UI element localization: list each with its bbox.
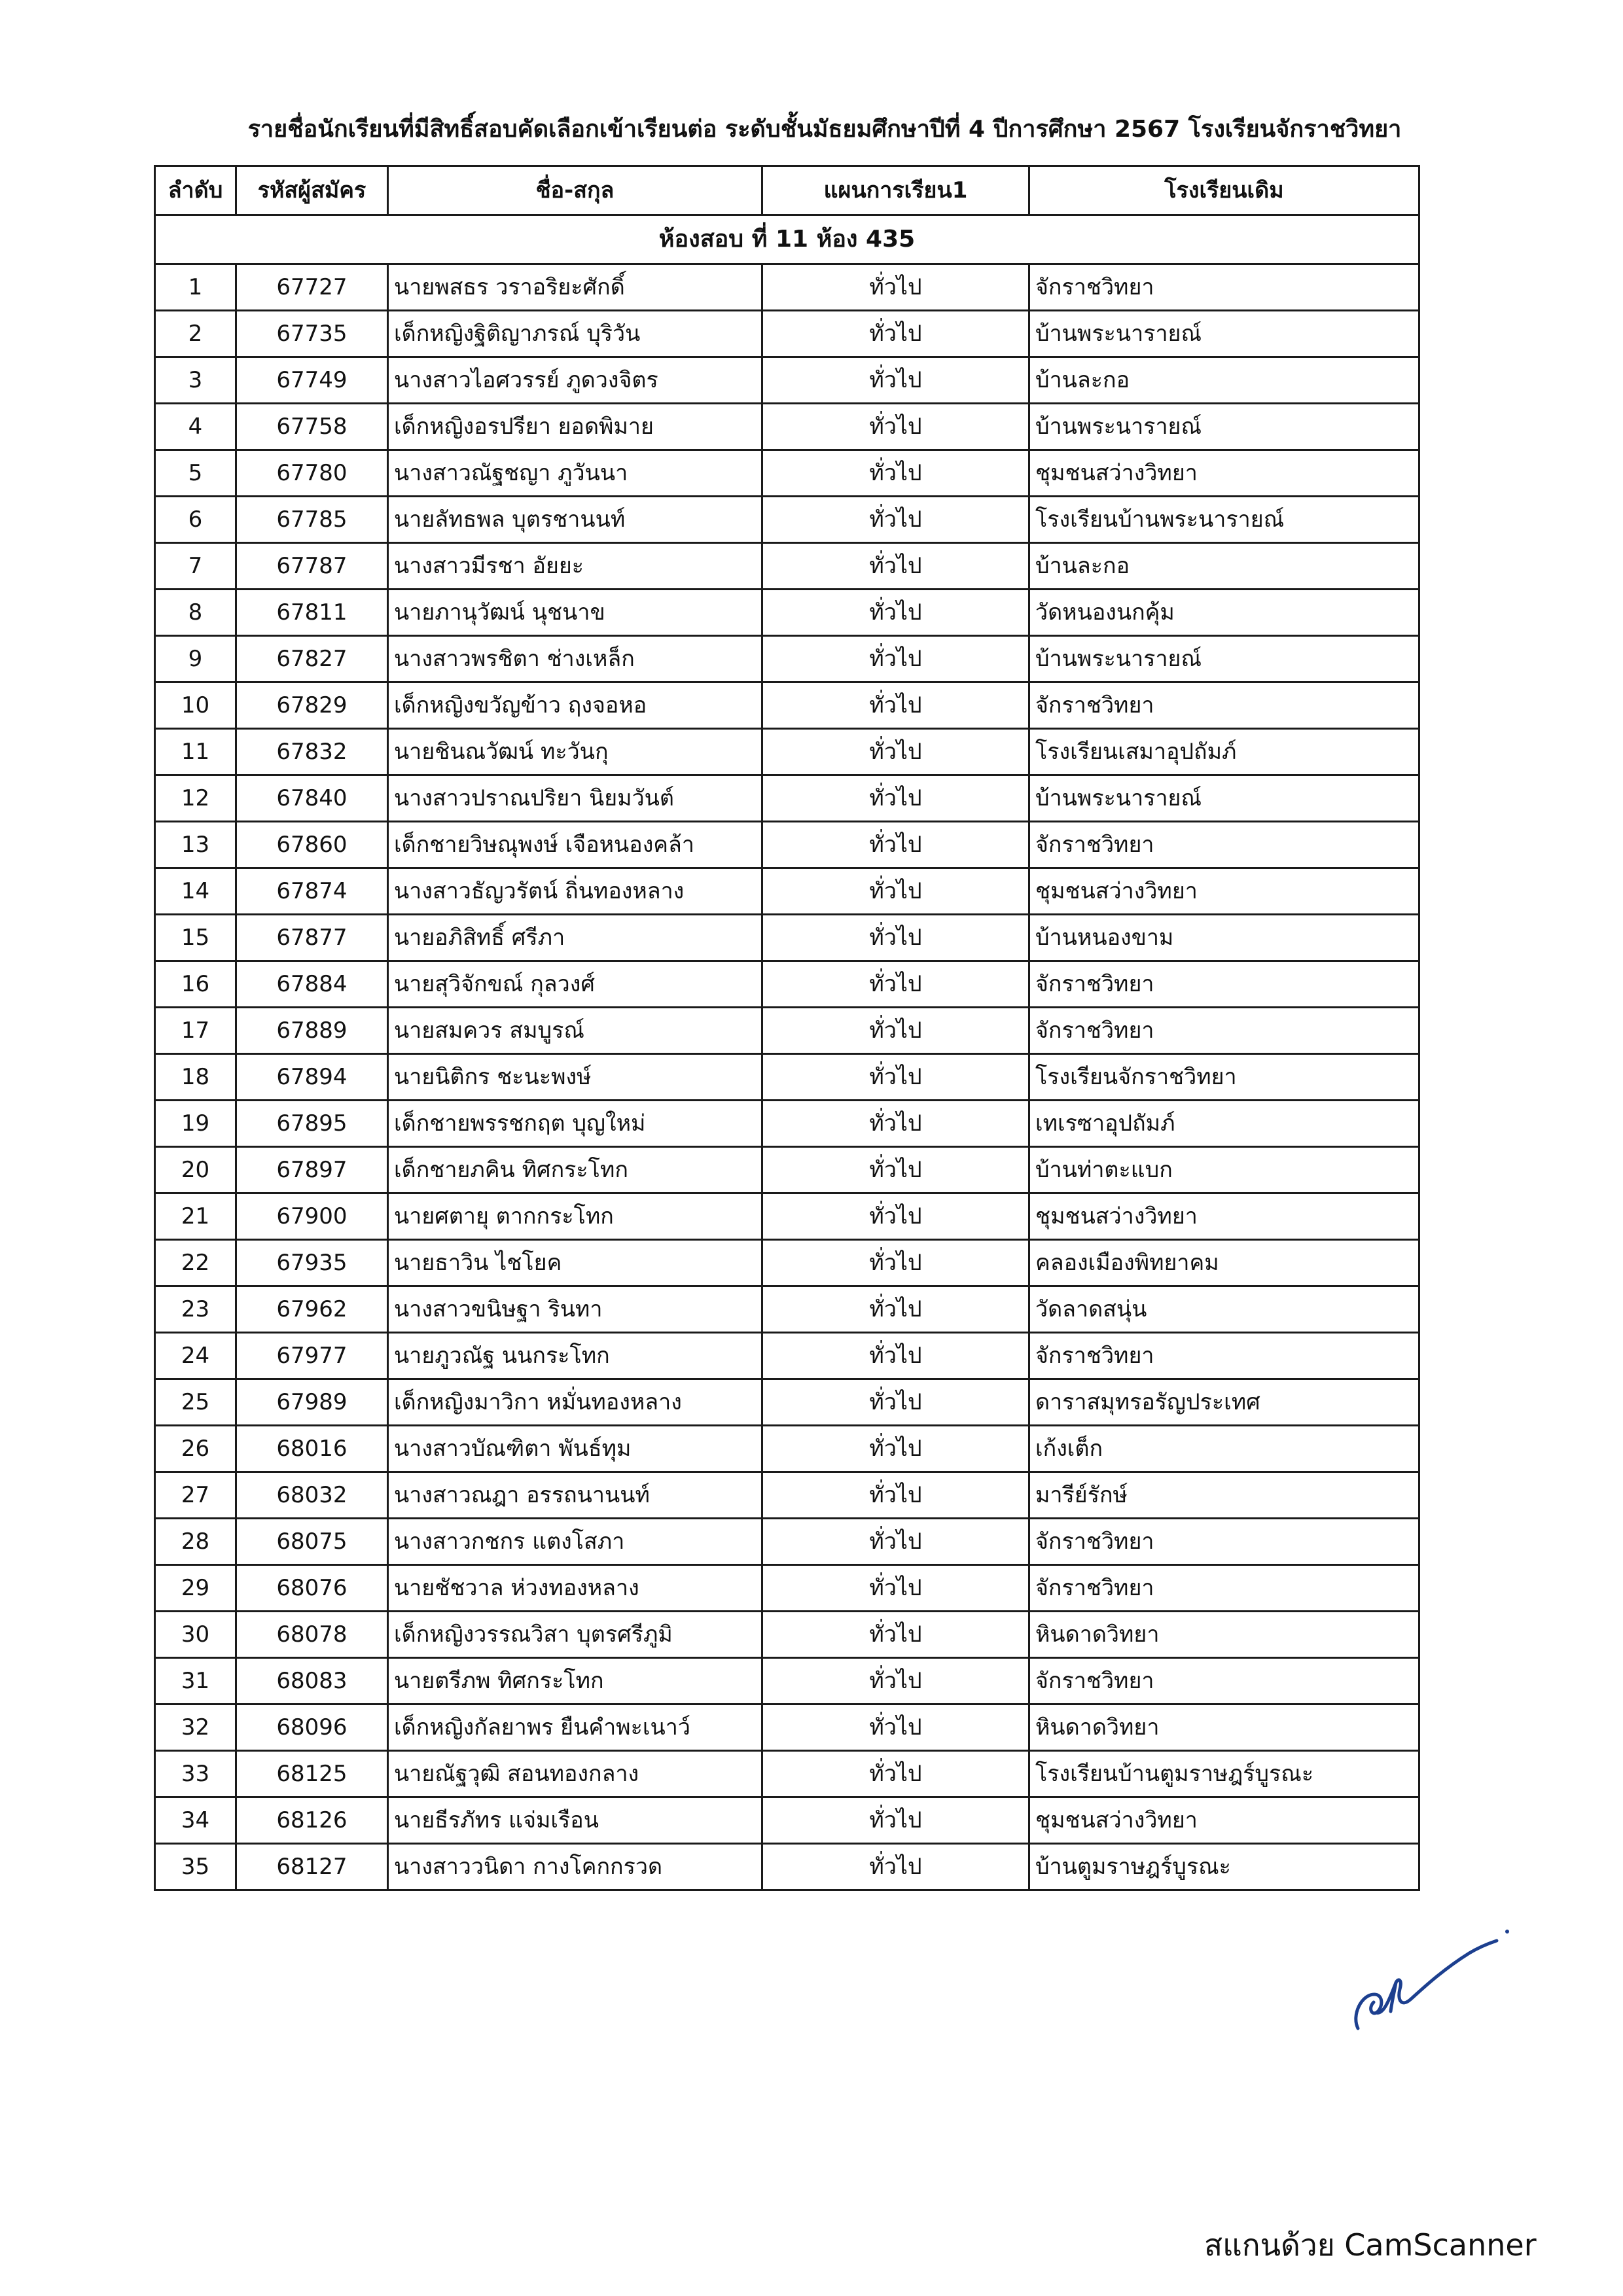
table-row [155,682,1419,729]
table-row [155,729,1419,775]
cell-previous-school: วัดลาดสนุ่น [1029,1286,1419,1333]
cell-previous-school: โรงเรียนเสมาอุปถัมภ์ [1029,729,1419,775]
header-no: ลำดับ [155,166,236,215]
cell-study-plan: ทั่วไป [762,1519,1029,1565]
cell-applicant-code: 67829 [236,682,388,729]
cell-applicant-code: 68127 [236,1844,388,1890]
cell-student-name: นายตรีภพ ทิศกระโทก [388,1658,762,1704]
cell-previous-school: บ้านพระนารายณ์ [1029,775,1419,822]
cell-applicant-code: 67884 [236,961,388,1008]
cell-no: 20 [155,1147,236,1193]
cell-study-plan: ทั่วไป [762,590,1029,636]
cell-student-name: เด็กหญิงวรรณวิสา บุตรศรีภูมิ [388,1612,762,1658]
cell-applicant-code: 68125 [236,1751,388,1797]
cell-study-plan: ทั่วไป [762,729,1029,775]
cell-student-name: นายธาวิน ไชโยค [388,1240,762,1286]
table-row [155,1472,1419,1519]
table-row [155,1519,1419,1565]
cell-no: 9 [155,636,236,682]
cell-study-plan: ทั่วไป [762,264,1029,311]
cell-applicant-code: 67832 [236,729,388,775]
cell-previous-school: เทเรซาอุปถัมภ์ [1029,1101,1419,1147]
cell-applicant-code: 67935 [236,1240,388,1286]
cell-applicant-code: 67989 [236,1379,388,1426]
cell-no: 19 [155,1101,236,1147]
cell-applicant-code: 67727 [236,264,388,311]
cell-applicant-code: 67749 [236,357,388,404]
cell-no: 4 [155,404,236,450]
cell-study-plan: ทั่วไป [762,1704,1029,1751]
cell-applicant-code: 67889 [236,1008,388,1054]
cell-previous-school: จักราชวิทยา [1029,1658,1419,1704]
header-code: รหัสผู้สมัคร [236,166,388,215]
cell-no: 15 [155,915,236,961]
cell-previous-school: จักราชวิทยา [1029,682,1419,729]
table-row [155,450,1419,497]
page-title: รายชื่อนักเรียนที่มีสิทธิ์สอบคัดเลือกเข้าเรียนต่อ ระดับชั้นมัธยมศึกษาปีที่ 4 ปีการศึกษา 2567 โรงเรียนจักราชวิทยา [247,116,1402,143]
cell-student-name: นางสาวบัณฑิตา พันธ์ทุม [388,1426,762,1472]
cell-no: 1 [155,264,236,311]
table-row [155,1240,1419,1286]
cell-study-plan: ทั่วไป [762,404,1029,450]
cell-applicant-code: 67962 [236,1286,388,1333]
cell-study-plan: ทั่วไป [762,1193,1029,1240]
cell-study-plan: ทั่วไป [762,1240,1029,1286]
cell-previous-school: ดาราสมุทรอรัญประเทศ [1029,1379,1419,1426]
cell-applicant-code: 67874 [236,868,388,915]
cell-previous-school: บ้านตูมราษฎร์บูรณะ [1029,1844,1419,1890]
cell-previous-school: โรงเรียนบ้านตูมราษฎร์บูรณะ [1029,1751,1419,1797]
cell-student-name: นายอภิสิทธิ์ ศรีภา [388,915,762,961]
cell-student-name: นางสาวธัญวรัตน์ ถิ่นทองหลาง [388,868,762,915]
header-name: ชื่อ-สกุล [388,166,762,215]
table-header-row [155,166,1419,215]
cell-applicant-code: 67900 [236,1193,388,1240]
cell-previous-school: บ้านละกอ [1029,543,1419,590]
cell-previous-school: เก้งเต็ก [1029,1426,1419,1472]
cell-no: 13 [155,822,236,868]
cell-applicant-code: 68032 [236,1472,388,1519]
cell-study-plan: ทั่วไป [762,497,1029,543]
table-row [155,1844,1419,1890]
cell-student-name: นางสาววนิดา กางโคกกรวด [388,1844,762,1890]
cell-study-plan: ทั่วไป [762,1379,1029,1426]
cell-student-name: นายชินณวัฒน์ ทะวันกุ [388,729,762,775]
cell-student-name: นายศตายุ ตากกระโทก [388,1193,762,1240]
table-row [155,543,1419,590]
cell-study-plan: ทั่วไป [762,636,1029,682]
cell-applicant-code: 67811 [236,590,388,636]
cell-no: 18 [155,1054,236,1101]
cell-study-plan: ทั่วไป [762,1426,1029,1472]
cell-applicant-code: 68126 [236,1797,388,1844]
cell-no: 26 [155,1426,236,1472]
cell-previous-school: ชุมชนสว่างวิทยา [1029,868,1419,915]
cell-applicant-code: 67827 [236,636,388,682]
cell-study-plan: ทั่วไป [762,1472,1029,1519]
cell-student-name: นางสาวณฎา อรรถนานนท์ [388,1472,762,1519]
cell-previous-school: จักราชวิทยา [1029,1333,1419,1379]
cell-previous-school: จักราชวิทยา [1029,1008,1419,1054]
cell-student-name: นางสาวพรชิตา ช่างเหล็ก [388,636,762,682]
cell-student-name: เด็กหญิงมาวิกา หมั่นทองหลาง [388,1379,762,1426]
cell-student-name: นางสาวขนิษฐา รินทา [388,1286,762,1333]
cell-student-name: นางสาวณัฐชญา ภูวันนา [388,450,762,497]
cell-student-name: เด็กหญิงขวัญข้าว ฤงจอหอ [388,682,762,729]
cell-student-name: นายภูวณัฐ นนกระโทก [388,1333,762,1379]
cell-study-plan: ทั่วไป [762,357,1029,404]
cell-no: 7 [155,543,236,590]
cell-previous-school: วัดหนองนกคุ้ม [1029,590,1419,636]
table-row [155,1286,1419,1333]
cell-student-name: นายพสธร วราอริยะศักดิ์ [388,264,762,311]
cell-no: 12 [155,775,236,822]
cell-previous-school: โรงเรียนจักราชวิทยา [1029,1054,1419,1101]
cell-previous-school: ชุมชนสว่างวิทยา [1029,1193,1419,1240]
cell-no: 10 [155,682,236,729]
table-row [155,1333,1419,1379]
cell-applicant-code: 67780 [236,450,388,497]
cell-study-plan: ทั่วไป [762,543,1029,590]
cell-applicant-code: 67877 [236,915,388,961]
header-plan: แผนการเรียน1 [762,166,1029,215]
cell-student-name: นายภานุวัฒน์ นุชนาข [388,590,762,636]
cell-student-name: เด็กหญิงฐิติญาภรณ์ บุริวัน [388,311,762,357]
cell-study-plan: ทั่วไป [762,1147,1029,1193]
table-row [155,822,1419,868]
cell-study-plan: ทั่วไป [762,450,1029,497]
cell-student-name: นายสุวิจักขณ์ กุลวงศ์ [388,961,762,1008]
cell-applicant-code: 67897 [236,1147,388,1193]
cell-no: 27 [155,1472,236,1519]
cell-previous-school: บ้านหนองขาม [1029,915,1419,961]
cell-previous-school: คลองเมืองพิทยาคม [1029,1240,1419,1286]
cell-no: 21 [155,1193,236,1240]
cell-no: 8 [155,590,236,636]
cell-study-plan: ทั่วไป [762,311,1029,357]
cell-student-name: เด็กชายพรรชกฤต บุญใหม่ [388,1101,762,1147]
cell-previous-school: จักราชวิทยา [1029,264,1419,311]
cell-student-name: นายณัฐวุฒิ สอนทองกลาง [388,1751,762,1797]
cell-previous-school: บ้านพระนารายณ์ [1029,636,1419,682]
cell-no: 5 [155,450,236,497]
table-row [155,404,1419,450]
cell-student-name: นางสาวไอศวรรย์ ภูดวงจิตร [388,357,762,404]
cell-study-plan: ทั่วไป [762,1101,1029,1147]
table-row [155,264,1419,311]
cell-no: 32 [155,1704,236,1751]
table-row [155,1704,1419,1751]
cell-applicant-code: 67860 [236,822,388,868]
cell-no: 33 [155,1751,236,1797]
cell-no: 34 [155,1797,236,1844]
cell-previous-school: หินดาดวิทยา [1029,1704,1419,1751]
table-row [155,1147,1419,1193]
cell-previous-school: บ้านพระนารายณ์ [1029,311,1419,357]
cell-no: 29 [155,1565,236,1612]
cell-applicant-code: 67894 [236,1054,388,1101]
cell-no: 23 [155,1286,236,1333]
cell-no: 22 [155,1240,236,1286]
cell-student-name: นายสมควร สมบูรณ์ [388,1008,762,1054]
cell-no: 16 [155,961,236,1008]
cell-applicant-code: 67758 [236,404,388,450]
cell-applicant-code: 68096 [236,1704,388,1751]
table-row [155,357,1419,404]
cell-applicant-code: 67895 [236,1101,388,1147]
signature-strokes [1356,1941,1497,2028]
table-row [155,1193,1419,1240]
cell-no: 14 [155,868,236,915]
table-row [155,1565,1419,1612]
header-school: โรงเรียนเดิม [1029,166,1419,215]
cell-study-plan: ทั่วไป [762,775,1029,822]
cell-no: 30 [155,1612,236,1658]
cell-applicant-code: 67785 [236,497,388,543]
cell-student-name: เด็กหญิงกัลยาพร ยืนคำพะเนาว์ [388,1704,762,1751]
table-row [155,497,1419,543]
student-list-table [154,165,1420,1891]
cell-student-name: เด็กชายภคิน ทิศกระโทก [388,1147,762,1193]
cell-student-name: เด็กหญิงอรปรียา ยอดพิมาย [388,404,762,450]
cell-previous-school: บ้านละกอ [1029,357,1419,404]
table-row [155,1101,1419,1147]
table-row [155,311,1419,357]
table-row [155,1379,1419,1426]
cell-no: 24 [155,1333,236,1379]
cell-study-plan: ทั่วไป [762,1797,1029,1844]
cell-study-plan: ทั่วไป [762,1751,1029,1797]
cell-no: 28 [155,1519,236,1565]
table-row [155,915,1419,961]
table-row [155,1751,1419,1797]
table-row [155,590,1419,636]
table-row [155,868,1419,915]
cell-applicant-code: 68083 [236,1658,388,1704]
cell-applicant-code: 68076 [236,1565,388,1612]
cell-student-name: นางสาวมีรชา อัยยะ [388,543,762,590]
cell-applicant-code: 68078 [236,1612,388,1658]
cell-study-plan: ทั่วไป [762,682,1029,729]
cell-no: 11 [155,729,236,775]
table-row [155,636,1419,682]
table-row [155,1054,1419,1101]
cell-student-name: นายธีรภัทร แจ่มเรือน [388,1797,762,1844]
cell-no: 25 [155,1379,236,1426]
signature-dot [1505,1930,1509,1934]
cell-previous-school: จักราชวิทยา [1029,822,1419,868]
scanner-watermark: สแกนด้วย CamScanner [1204,2227,1537,2263]
cell-previous-school: มารีย์รักษ์ [1029,1472,1419,1519]
signature-image [1345,1917,1515,2041]
cell-study-plan: ทั่วไป [762,915,1029,961]
cell-previous-school: บ้านพระนารายณ์ [1029,404,1419,450]
cell-no: 35 [155,1844,236,1890]
cell-study-plan: ทั่วไป [762,822,1029,868]
table-row [155,1612,1419,1658]
table-row [155,1008,1419,1054]
exam-room-label: ห้องสอบ ที่ 11 ห้อง 435 [155,215,1419,264]
cell-no: 31 [155,1658,236,1704]
cell-study-plan: ทั่วไป [762,961,1029,1008]
cell-no: 2 [155,311,236,357]
cell-no: 3 [155,357,236,404]
table-row [155,1797,1419,1844]
cell-previous-school: จักราชวิทยา [1029,961,1419,1008]
cell-student-name: นายนิติกร ชะนะพงษ์ [388,1054,762,1101]
cell-study-plan: ทั่วไป [762,1333,1029,1379]
cell-study-plan: ทั่วไป [762,1844,1029,1890]
cell-study-plan: ทั่วไป [762,1565,1029,1612]
cell-study-plan: ทั่วไป [762,1008,1029,1054]
cell-no: 6 [155,497,236,543]
cell-no: 17 [155,1008,236,1054]
cell-student-name: นางสาวปราณปริยา นิยมวันต์ [388,775,762,822]
cell-study-plan: ทั่วไป [762,1054,1029,1101]
cell-study-plan: ทั่วไป [762,1658,1029,1704]
table-body [155,264,1419,1890]
cell-previous-school: หินดาดวิทยา [1029,1612,1419,1658]
cell-previous-school: จักราชวิทยา [1029,1519,1419,1565]
cell-student-name: นางสาวกชกร แตงโสภา [388,1519,762,1565]
cell-previous-school: ชุมชนสว่างวิทยา [1029,1797,1419,1844]
cell-applicant-code: 67840 [236,775,388,822]
table-row [155,775,1419,822]
cell-applicant-code: 67735 [236,311,388,357]
cell-applicant-code: 67787 [236,543,388,590]
cell-previous-school: โรงเรียนบ้านพระนารายณ์ [1029,497,1419,543]
cell-study-plan: ทั่วไป [762,1612,1029,1658]
cell-previous-school: ชุมชนสว่างวิทยา [1029,450,1419,497]
room-row [155,215,1419,264]
cell-study-plan: ทั่วไป [762,868,1029,915]
cell-previous-school: จักราชวิทยา [1029,1565,1419,1612]
cell-student-name: นายชัชวาล ห่วงทองหลาง [388,1565,762,1612]
table-row [155,961,1419,1008]
table-row [155,1426,1419,1472]
cell-study-plan: ทั่วไป [762,1286,1029,1333]
cell-student-name: เด็กชายวิษณุพงษ์ เจือหนองคล้า [388,822,762,868]
cell-applicant-code: 68075 [236,1519,388,1565]
table-row [155,1658,1419,1704]
cell-student-name: นายลัทธพล บุตรชานนท์ [388,497,762,543]
cell-applicant-code: 68016 [236,1426,388,1472]
cell-applicant-code: 67977 [236,1333,388,1379]
cell-previous-school: บ้านท่าตะแบก [1029,1147,1419,1193]
